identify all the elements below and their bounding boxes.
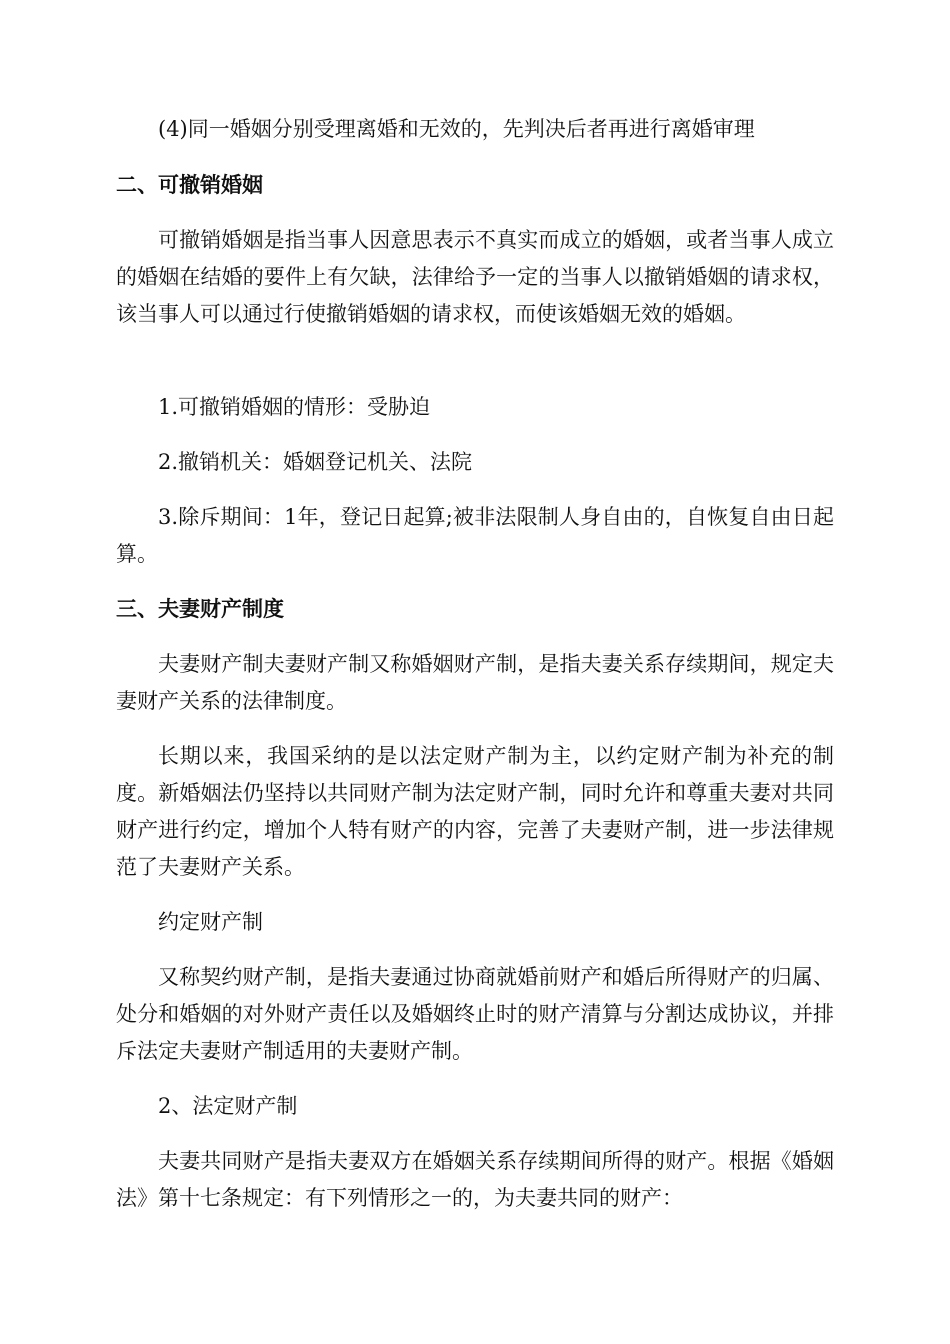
list-item-revocation-authority: 2.撤销机关：婚姻登记机关、法院 [158,450,473,474]
list-item-voidable-situation: 1.可撤销婚姻的情形：受胁迫 [158,395,431,419]
paragraph-property-system-history: 长期以来，我国采纳的是以法定财产制为主，以约定财产制为补充的制度。新婚姻法仍坚持以共同财产制为法定财产制，同时允许和尊重夫妻对共同财产进行约定，增加个人特有财产的内容，完善了夫妻财产制，进一步法律规范了夫妻财产关系。 [116,744,834,879]
subheading-statutory-property-system: 2、法定财产制 [158,1094,298,1118]
paragraph-voidable-definition: 可撤销婚姻是指当事人因意思表示不真实而成立的婚姻，或者当事人成立的婚姻在结婚的要件上有欠缺，法律给予一定的当事人以撤销婚姻的请求权，该当事人可以通过行使撤销婚姻的请求权，而使该婚姻无效的婚姻。 [116,228,834,326]
paragraph-marital-property-definition: 夫妻财产制夫妻财产制又称婚姻财产制，是指夫妻关系存续期间，规定夫妻财产关系的法律制度。 [116,652,834,713]
heading-voidable-marriage: 二、可撤销婚姻 [116,173,263,197]
heading-marital-property-system: 三、夫妻财产制度 [116,597,284,621]
list-item-limitation-period: 3.除斥期间：1年，登记日起算;被非法限制人身自由的，自恢复自由日起算。 [116,505,834,566]
subheading-agreed-property-system: 约定财产制 [158,910,263,934]
paragraph-joint-property-definition: 夫妻共同财产是指夫妻双方在婚姻关系存续期间所得的财产。根据《婚姻法》第十七条规定：有下列情形之一的，为夫妻共同的财产： [116,1149,834,1210]
paragraph-agreed-property-definition: 又称契约财产制，是指夫妻通过协商就婚前财产和婚后所得财产的归属、处分和婚姻的对外财产责任以及婚姻终止时的财产清算与分割达成协议，并排斥法定夫妻财产制适用的夫妻财产制。 [116,965,834,1063]
paragraph-annulment-order: (4)同一婚姻分别受理离婚和无效的，先判决后者再进行离婚审理 [158,117,755,141]
